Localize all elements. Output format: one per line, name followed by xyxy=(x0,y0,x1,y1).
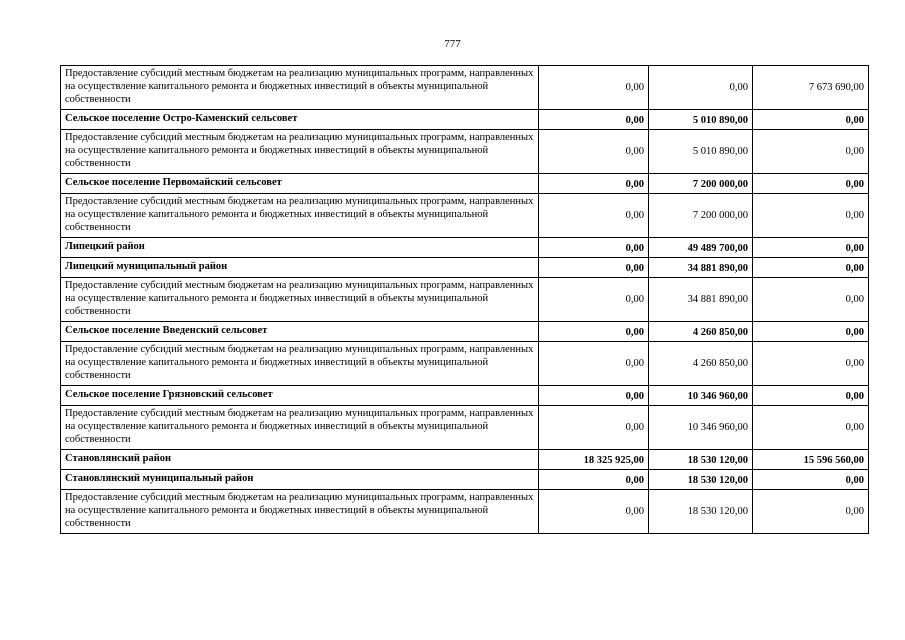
budget-table-body xyxy=(61,66,869,534)
value-col2-cell: 0,00 xyxy=(649,66,753,110)
value-col2-cell: 18 530 120,00 xyxy=(649,490,753,534)
row-name-cell: Становлянский район xyxy=(61,450,539,470)
table-row-section xyxy=(61,470,869,490)
table-row-section xyxy=(61,174,869,194)
table-row-item xyxy=(61,66,869,110)
value-col2-cell: 34 881 890,00 xyxy=(649,278,753,322)
value-col3-cell: 0,00 xyxy=(753,342,869,386)
table-row-section xyxy=(61,258,869,278)
value-col3-cell: 0,00 xyxy=(753,258,869,278)
table-row-section xyxy=(61,322,869,342)
row-name-cell: Липецкий район xyxy=(61,238,539,258)
value-col3-cell: 0,00 xyxy=(753,110,869,130)
row-name-cell: Сельское поселение Введенский сельсовет xyxy=(61,322,539,342)
table-row-item xyxy=(61,342,869,386)
value-col1-cell: 0,00 xyxy=(539,66,649,110)
value-col1-cell: 0,00 xyxy=(539,174,649,194)
value-col1-cell: 0,00 xyxy=(539,194,649,238)
value-col2-cell: 18 530 120,00 xyxy=(649,450,753,470)
row-name-cell: Предоставление субсидий местным бюджетам на реализацию муниципальных программ, направленных на осуществление капитального ремонта и бюджетных инвестиций в объекты муниципальной собственности xyxy=(61,66,539,110)
page-number: 777 xyxy=(444,38,461,50)
value-col2-cell: 7 200 000,00 xyxy=(649,174,753,194)
value-col3-cell: 0,00 xyxy=(753,130,869,174)
value-col1-cell: 18 325 925,00 xyxy=(539,450,649,470)
value-col2-cell: 4 260 850,00 xyxy=(649,342,753,386)
value-col3-cell: 7 673 690,00 xyxy=(753,66,869,110)
value-col2-cell: 4 260 850,00 xyxy=(649,322,753,342)
table-row-item xyxy=(61,406,869,450)
table-row-section xyxy=(61,238,869,258)
value-col2-cell: 34 881 890,00 xyxy=(649,258,753,278)
row-name-cell: Предоставление субсидий местным бюджетам на реализацию муниципальных программ, направленных на осуществление капитального ремонта и бюджетных инвестиций в объекты муниципальной собственности xyxy=(61,342,539,386)
table-row-section xyxy=(61,386,869,406)
value-col2-cell: 18 530 120,00 xyxy=(649,470,753,490)
row-name-cell: Липецкий муниципальный район xyxy=(61,258,539,278)
value-col3-cell: 15 596 560,00 xyxy=(753,450,869,470)
value-col1-cell: 0,00 xyxy=(539,386,649,406)
value-col1-cell: 0,00 xyxy=(539,130,649,174)
value-col2-cell: 7 200 000,00 xyxy=(649,194,753,238)
table-row-section xyxy=(61,110,869,130)
row-name-cell: Предоставление субсидий местным бюджетам на реализацию муниципальных программ, направленных на осуществление капитального ремонта и бюджетных инвестиций в объекты муниципальной собственности xyxy=(61,194,539,238)
value-col1-cell: 0,00 xyxy=(539,470,649,490)
table-row-section xyxy=(61,450,869,470)
value-col3-cell: 0,00 xyxy=(753,238,869,258)
table-row-item xyxy=(61,490,869,534)
value-col2-cell: 10 346 960,00 xyxy=(649,406,753,450)
row-name-cell: Предоставление субсидий местным бюджетам на реализацию муниципальных программ, направленных на осуществление капитального ремонта и бюджетных инвестиций в объекты муниципальной собственности xyxy=(61,406,539,450)
value-col1-cell: 0,00 xyxy=(539,238,649,258)
value-col1-cell: 0,00 xyxy=(539,406,649,450)
row-name-cell: Предоставление субсидий местным бюджетам на реализацию муниципальных программ, направленных на осуществление капитального ремонта и бюджетных инвестиций в объекты муниципальной собственности xyxy=(61,490,539,534)
value-col2-cell: 5 010 890,00 xyxy=(649,110,753,130)
table-row-item xyxy=(61,130,869,174)
value-col3-cell: 0,00 xyxy=(753,174,869,194)
row-name-cell: Сельское поселение Первомайский сельсовет xyxy=(61,174,539,194)
row-name-cell: Сельское поселение Грязновский сельсовет xyxy=(61,386,539,406)
row-name-cell: Сельское поселение Остро-Каменский сельсовет xyxy=(61,110,539,130)
value-col2-cell: 49 489 700,00 xyxy=(649,238,753,258)
value-col2-cell: 10 346 960,00 xyxy=(649,386,753,406)
value-col3-cell: 0,00 xyxy=(753,194,869,238)
budget-table xyxy=(60,65,869,534)
value-col1-cell: 0,00 xyxy=(539,490,649,534)
value-col1-cell: 0,00 xyxy=(539,110,649,130)
value-col1-cell: 0,00 xyxy=(539,322,649,342)
value-col3-cell: 0,00 xyxy=(753,386,869,406)
value-col2-cell: 5 010 890,00 xyxy=(649,130,753,174)
value-col3-cell: 0,00 xyxy=(753,490,869,534)
row-name-cell: Становлянский муниципальный район xyxy=(61,470,539,490)
row-name-cell: Предоставление субсидий местным бюджетам на реализацию муниципальных программ, направленных на осуществление капитального ремонта и бюджетных инвестиций в объекты муниципальной собственности xyxy=(61,130,539,174)
value-col3-cell: 0,00 xyxy=(753,322,869,342)
value-col1-cell: 0,00 xyxy=(539,258,649,278)
table-row-item xyxy=(61,194,869,238)
value-col1-cell: 0,00 xyxy=(539,278,649,322)
value-col3-cell: 0,00 xyxy=(753,470,869,490)
value-col3-cell: 0,00 xyxy=(753,406,869,450)
value-col1-cell: 0,00 xyxy=(539,342,649,386)
value-col3-cell: 0,00 xyxy=(753,278,869,322)
table-row-item xyxy=(61,278,869,322)
row-name-cell: Предоставление субсидий местным бюджетам на реализацию муниципальных программ, направленных на осуществление капитального ремонта и бюджетных инвестиций в объекты муниципальной собственности xyxy=(61,278,539,322)
